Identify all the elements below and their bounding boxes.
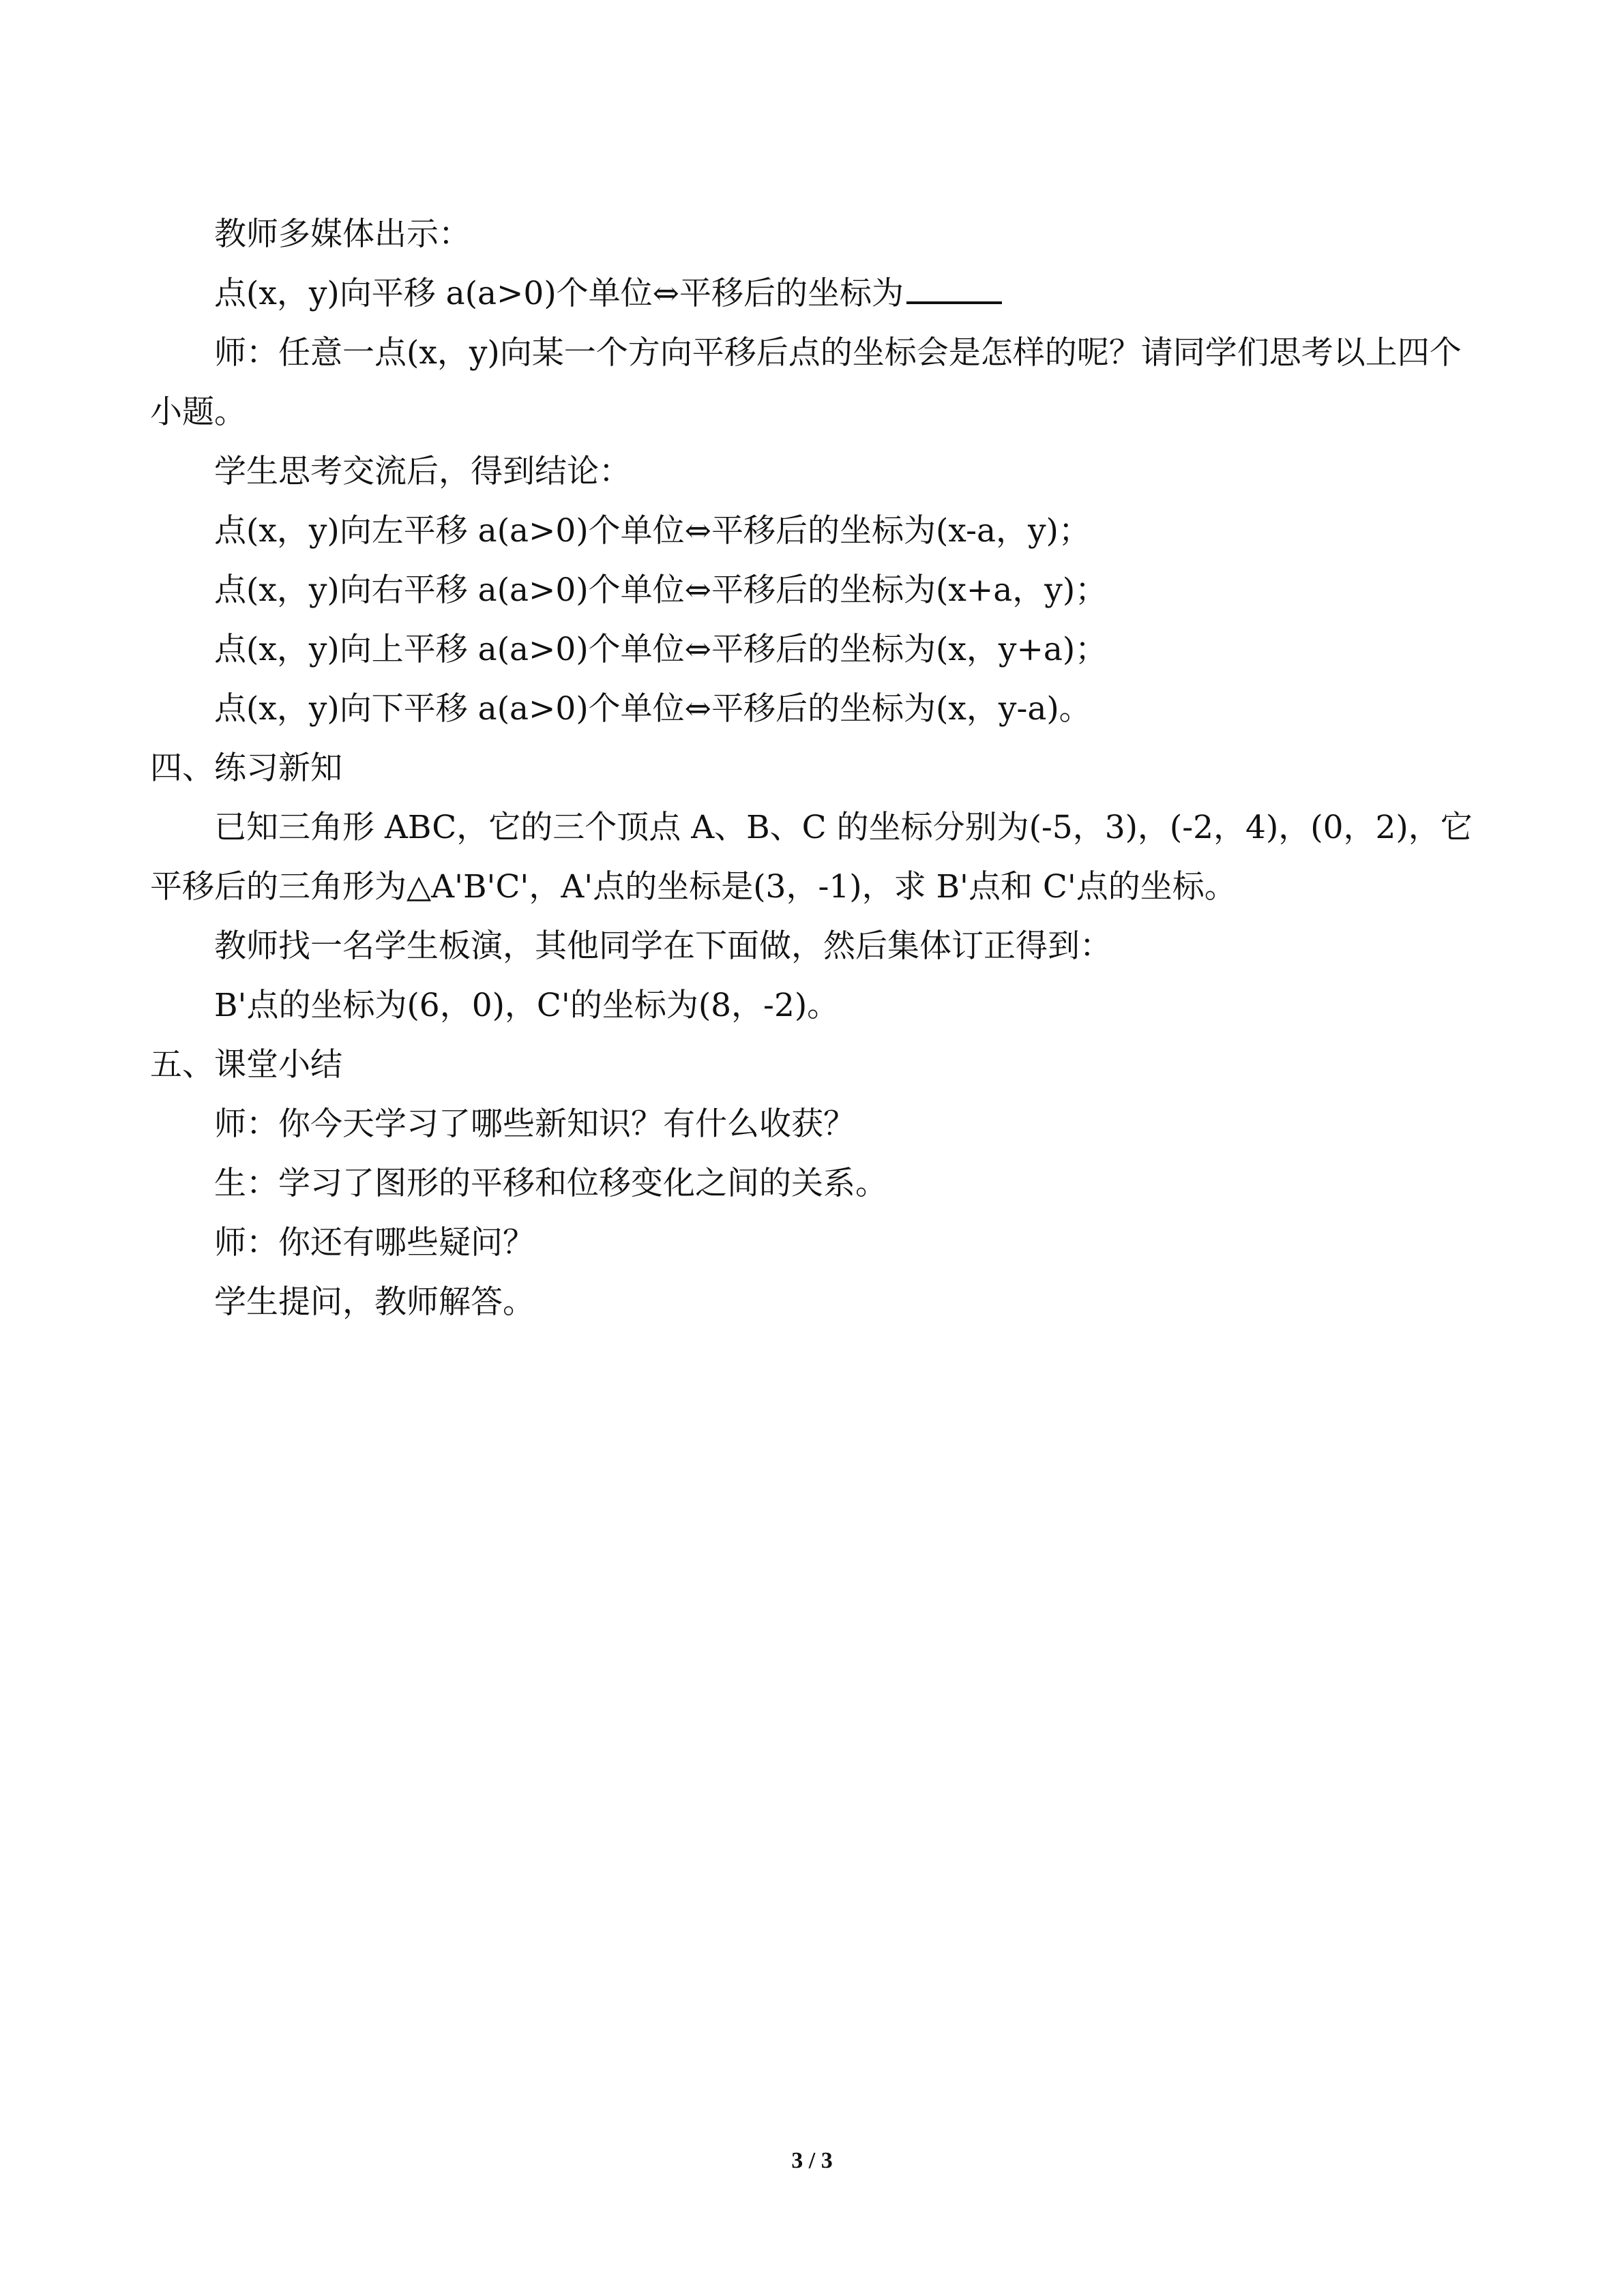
paragraph-student-answer: 生：学习了图形的平移和位移变化之间的关系。 <box>214 1165 887 1202</box>
paragraph-teacher-doubts: 师：你还有哪些疑问？ <box>214 1224 535 1262</box>
paragraph-multimedia: 教师多媒体出示： <box>214 215 471 253</box>
rule-right-translation: 点(x，y)向右平移 a(a>0)个单位⇔平移后的坐标为(x+a，y)； <box>214 571 1108 609</box>
rule-up-translation: 点(x，y)向上平移 a(a>0)个单位⇔平移后的坐标为(x，y+a)； <box>214 631 1108 668</box>
paragraph-triangle-problem: 已知三角形 ABC，它的三个顶点 A、B、C 的坐标分别为(-5，3)，(-2，4)，(0，2)，它平移后的三角形为△A'B'C'，A'点的坐标是(3，-1)，求 B'点和 C'点的坐标。 <box>150 809 1473 906</box>
document-body <box>150 205 1480 1332</box>
rule-left-translation: 点(x，y)向左平移 a(a>0)个单位⇔平移后的坐标为(x-a，y)； <box>214 512 1091 550</box>
paragraph-board-demo: 教师找一名学生板演，其他同学在下面做，然后集体订正得到： <box>214 927 1112 965</box>
page-number: 3 / 3 <box>791 2148 833 2173</box>
paragraph-answer: B'点的坐标为(6，0)，C'的坐标为(8，-2)。 <box>214 987 840 1024</box>
rule-down-translation: 点(x，y)向下平移 a(a>0)个单位⇔平移后的坐标为(x，y-a)。 <box>214 690 1091 728</box>
paragraph-teacher-summary-question: 师：你今天学习了哪些新知识？有什么收获？ <box>214 1105 855 1143</box>
section-heading-summary: 五、课堂小结 <box>150 1046 342 1084</box>
section-heading-practice: 四、练习新知 <box>150 749 342 787</box>
paragraph-student-discussion: 学生思考交流后，得到结论： <box>214 453 631 490</box>
paragraph-translation-question <box>150 264 1480 323</box>
paragraph-teacher-question: 师：任意一点(x，y)向某一个方向平移后点的坐标会是怎样的呢？请同学们思考以上四个小题。 <box>150 334 1462 431</box>
translation-question-text: 点(x，y)向平移 a(a>0)个单位⇔平移后的坐标为 <box>214 275 904 312</box>
paragraph-student-questions: 学生提问，教师解答。 <box>214 1283 535 1321</box>
answer-blank <box>906 271 1002 304</box>
